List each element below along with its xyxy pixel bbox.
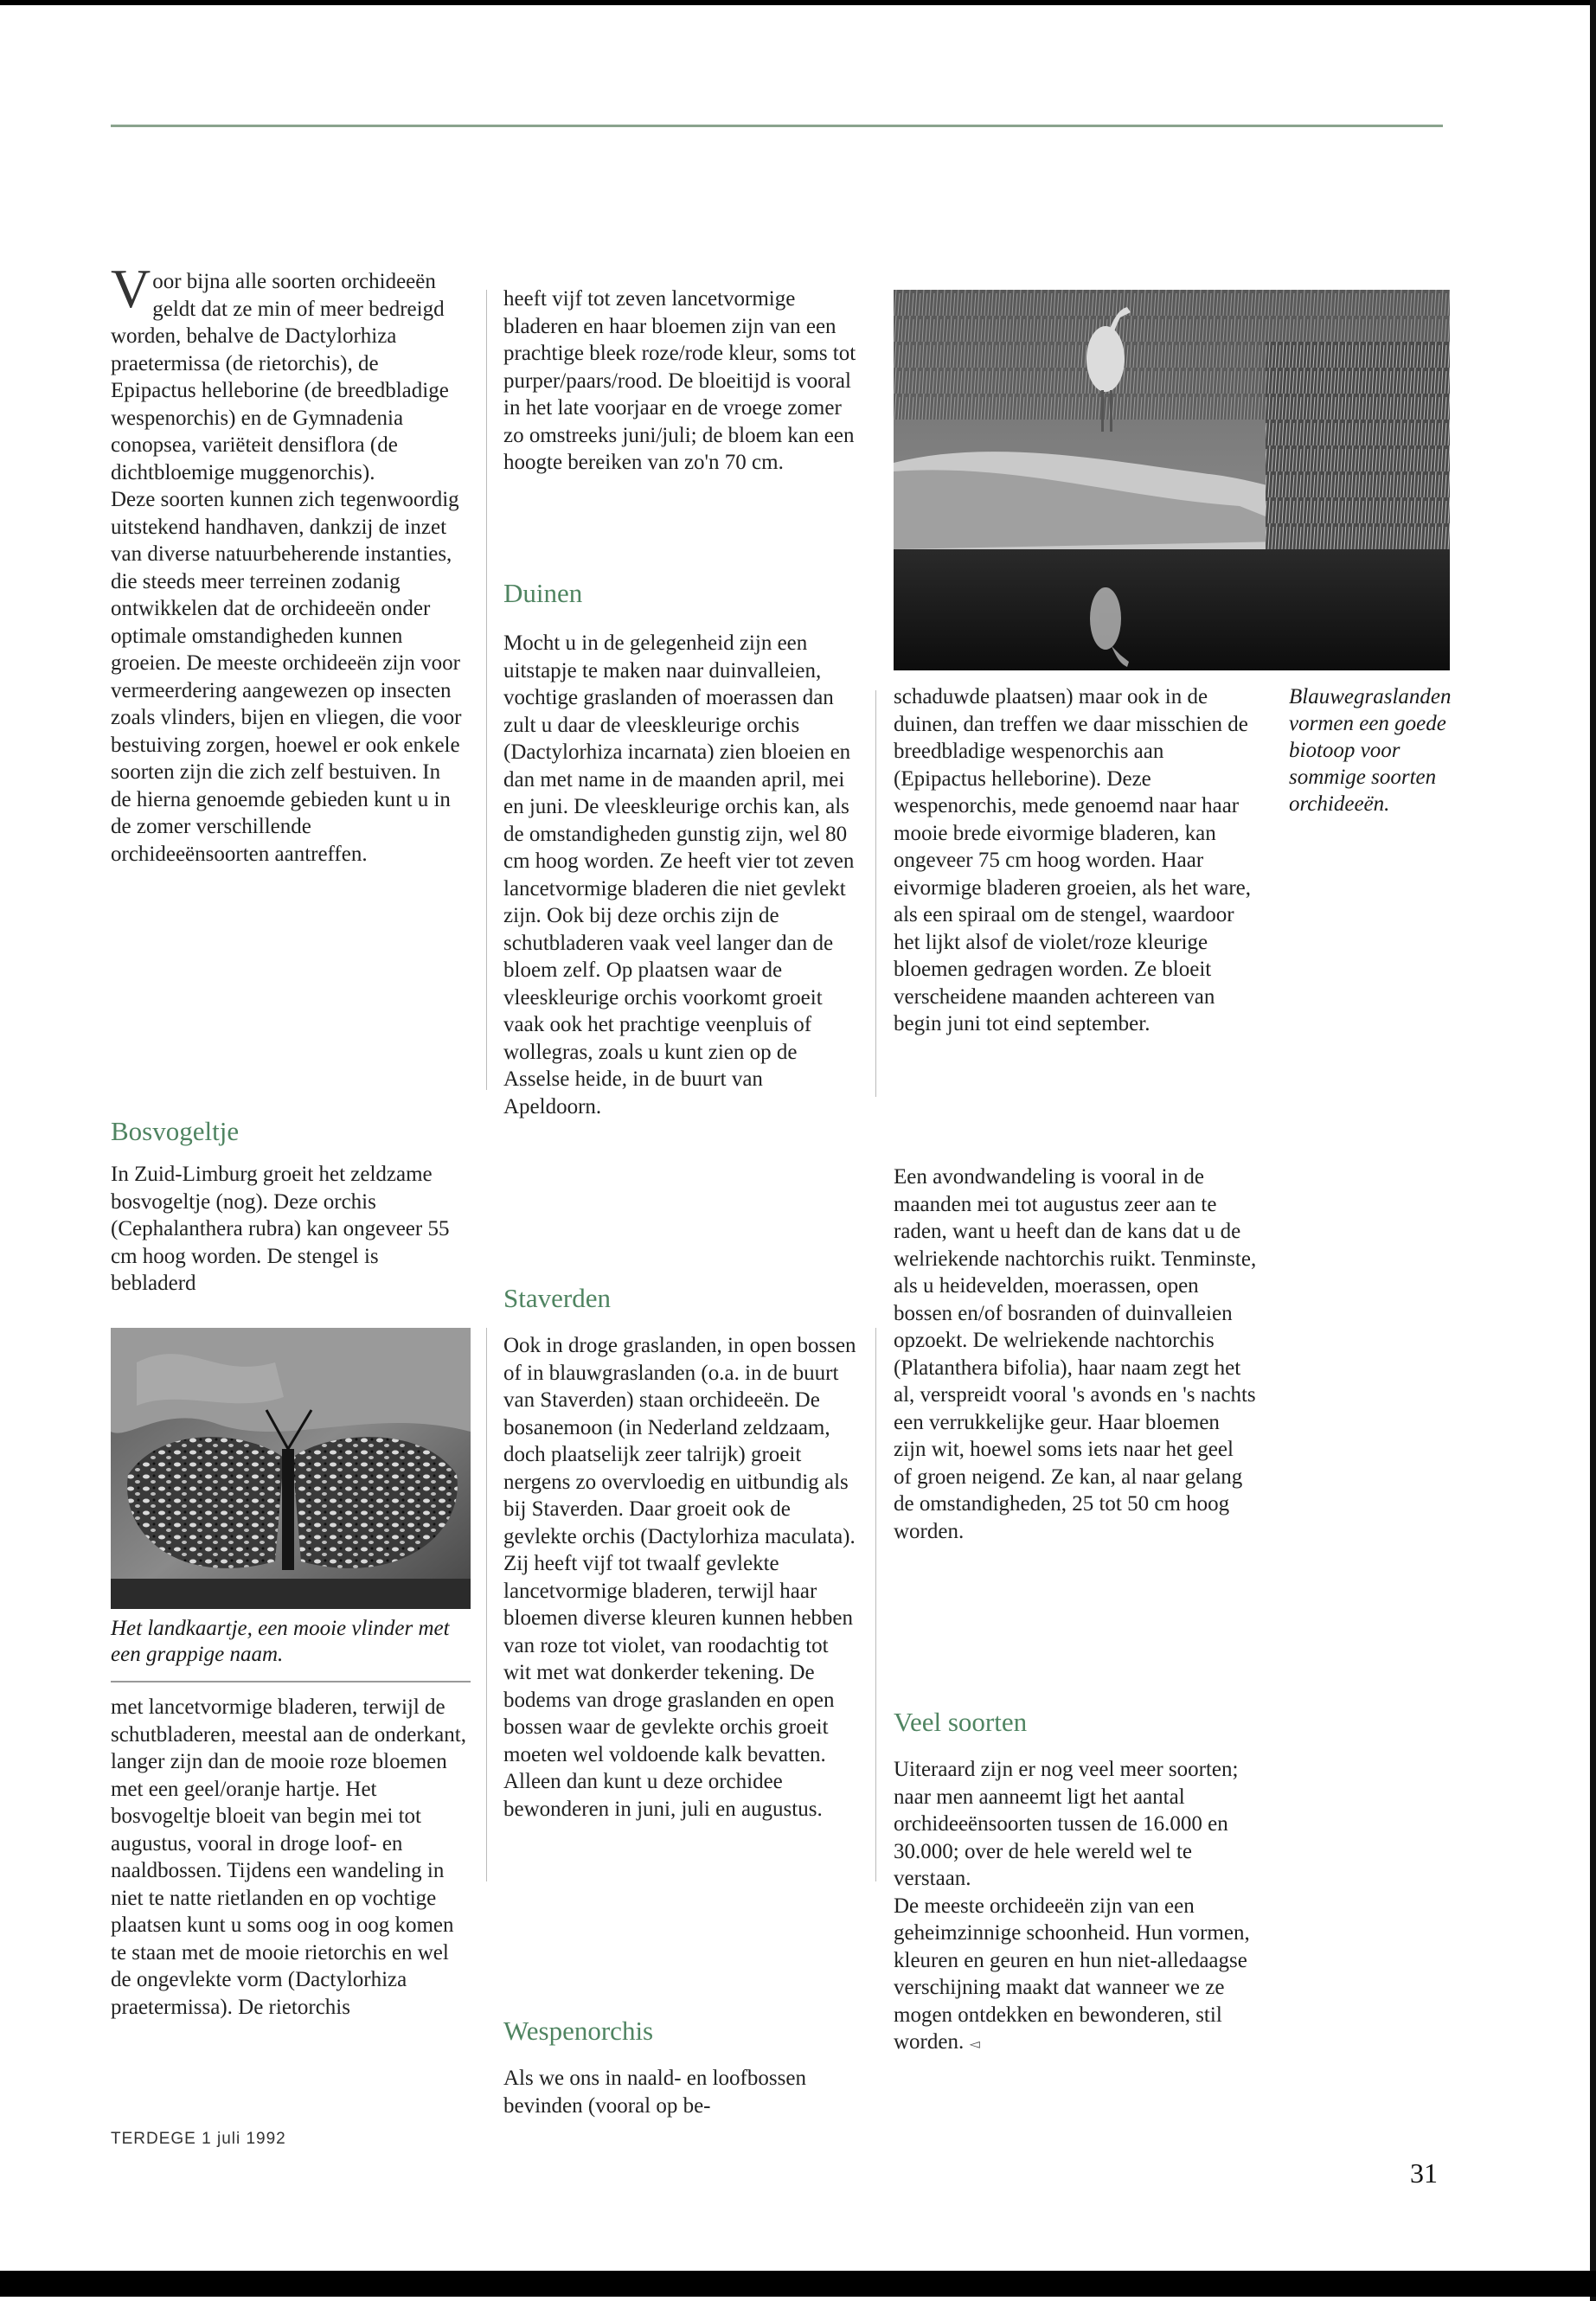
heron-photo [894,290,1450,670]
wespenorchis-paragraph-2: schaduwde plaatsen) maar ook in de duinen, dan treffen we daar misschien de breedbladige wespenorchis aan (Epipactus helleborine). Deze wespenorchis, mede genoemd naar haar mooie brede eivormige bladeren, kan ongeveer 75 cm hoog worden. Haar eivormige bladeren groeien, als het ware, als een spiraal om de stengel, waardoor het lijkt alsof de violet/roze kleurige bloemen gedragen worden. Ze bloeit verscheidene maanden achtereen van begin juni tot eind september. [894,685,1252,1035]
end-mark-icon: ◅ [969,2037,980,2052]
intro-block [111,258,465,868]
column-divider [875,690,876,1097]
column-divider [486,290,487,1090]
column-divider [486,1328,487,1881]
duinen-text [503,630,858,1120]
avondwandeling-text [894,1163,1257,1545]
heron-caption: Blauwegraslanden vormen een goede biotoop voor sommige soorten orchideeën. [1289,685,1452,816]
bosvogeltje-paragraph-2: met lancetvormige bladeren, terwijl de schutbladeren, meestal aan de onderkant, langer zijn dan de mooie roze bloemen met een geel/oranje hartje. Het bosvogeltje bloeit van begin mei tot augustus, vooral in droge loof- en naaldbossen. Tijdens een wandeling in niet te natte rietlanden en op vochtige plaatsen kunt u soms oog in oog komen te staan met de mooie rietorchis en wel de ongevlekte vorm (Dactylorhiza praetermissa). De rietorchis [111,1695,466,2019]
veel-soorten-paragraph-2: De meeste orchideeën zijn van een geheimzinnige schoonheid. Hun vormen, kleuren en geuren en hun niet-alledaagse verschijning maakt dat wanneer we ze mogen ontdekken en bewonderen, stil worden. [894,1894,1250,2054]
section-heading-duinen: Duinen [503,578,583,608]
bottom-border [0,2271,1596,2297]
wespenorchis-text-continued [894,683,1257,1038]
rietorchis-paragraph: heeft vijf tot zeven lancetvormige bladeren en haar bloemen zijn van een prachtige bleek roze/rode kleur, soms tot purper/paars/rood. De bloeitijd is vooral in het late voorjaar en de vroege zomer zo omstreeks juni/juli; de bloem kan een hoogte bereiken van zo'n 70 cm. [503,287,856,474]
avondwandeling-paragraph: Een avondwandeling is vooral in de maanden mei tot augustus zeer aan te raden, want u heeft dan de kans dat u de welriekende nachtorchis ruikt. Tenminste, als u heidevelden, moerassen, open bossen en/of bosranden of duinvalleien opzoekt. De welriekende nachtorchis (Platanthera bifolia), haar naam zegt het al, verspreidt vooral 's avonds en 's nachts een verrukkelijke geur. Haar bloemen zijn wit, hoewel soms iets naar het geel of groen neigend. Ze kan, al naar gelang de omstandigheden, 25 tot 50 cm hoog worden. [894,1165,1257,1543]
caption-rule [111,1681,471,1682]
veel-soorten-paragraph: Uiteraard zijn er nog veel meer soorten; naar men aanneemt ligt het aantal orchideeënsoorten tussen de 16.000 en 30.000; over de hele wereld wel te verstaan. [894,1758,1239,1890]
top-border [0,0,1596,5]
bosvogeltje-paragraph: In Zuid-Limburg groeit het zeldzame bosvogeltje (nog). Deze orchis (Cephalanthera rubra) kan ongeveer 55 cm hoog worden. De stengel is bebladerd [111,1163,450,1295]
intro-paragraph: oor bijna alle soorten orchideeën geldt dat ze min of meer bedreigd worden, behalve de Dactylorhiza praetermissa (de rietorchis), de Epipactus helleborine (de breedbladige wespenorchis) en de Gymnadenia conopsea, variëteit densiflora (de dichtbloemige muggenorchis). [111,270,449,484]
butterfly-image [111,1328,471,1609]
page-number: 31 [1410,2157,1438,2189]
wespenorchis-paragraph: Als we ons in naald- en loofbossen bevinden (vooral op be- [503,2067,806,2118]
intro-paragraph-2: Deze soorten kunnen zich tegenwoordig uitstekend handhaven, dankzij de inzet van diverse natuurbeherende instanties, die steeds meer terreinen zodanig ontwikkelen dat de orchideeën onder optimale omstandigheden kunnen groeien. De meeste orchideeën zijn voor vermeerdering aangewezen op insecten zoals vlinders, bijen en vliegen, die voor bestuiving zorgen, hoewel er ook enkele soorten zijn die zich zelf bestuiven. In de hierna genoemde gebieden kunt u in de zomer verschillende orchideeënsoorten aantreffen. [111,488,462,866]
heron-image [894,290,1450,670]
section-heading-veel-soorten: Veel soorten [894,1707,1028,1737]
magazine-footer: TERDEGE 1 juli 1992 [111,2130,286,2148]
drop-cap: V [111,258,151,319]
section-heading-bosvogeltje: Bosvogeltje [111,1116,240,1146]
right-border [1590,0,1596,2301]
staverden-paragraph: Ook in droge graslanden, in open bossen of in blauwgraslanden (o.a. in de buurt van Staverden) staan orchideeën. De bosanemoon (in Nederland zeldzaam, doch plaatselijk zeer talrijk) groeit nergens zo overvloedig en uitbundig als bij Staverden. Daar groeit ook de gevlekte orchis (Dactylorhiza maculata). Zij heeft vijf tot twaalf gevlekte lancetvormige bladeren, terwijl haar bloemen diverse kleuren kunnen hebben van roze tot violet, van roodachtig tot wit met wat donkerder tekening. De bodems van droge graslanden en open bossen waar de gevlekte orchis groeit moeten wel voldoende kalk bevatten. Alleen dan kunt u deze orchidee bewonderen in juni, juli en augustus. [503,1334,856,1821]
section-heading-staverden: Staverden [503,1283,611,1313]
duinen-paragraph: Mocht u in de gelegenheid zijn een uitstapje te maken naar duinvalleien, vochtige graslanden of moerassen dan zult u daar de vleeskleurige orchis (Dactylorhiza incarnata) zien bloeien en dan met name in de maanden april, mei en juni. De vleeskleurige orchis kan, als de omstandigheden gunstig zijn, wel 80 cm hoog worden. Ze heeft vier tot zeven lancetvormige bladeren die niet gevlekt zijn. Ook bij deze orchis zijn de schutbladeren vaak veel langer dan de bloem zelf. Op plaatsen waar de vleeskleurige orchis voorkomt groeit vaak ook het prachtige veenpluis of wollegras, zoals u kunt zien op de Asselse heide, in de buurt van Apeldoorn. [503,631,855,1118]
butterfly-caption: Het landkaartje, een mooie vlinder met een grappige naam. [111,1617,450,1666]
column-divider [875,1328,876,1881]
veel-soorten-text [894,1756,1257,2059]
bosvogeltje-text [111,1161,465,1298]
col2-top-text [503,285,856,477]
section-heading-wespenorchis: Wespenorchis [503,2016,654,2046]
bosvogeltje-text-continued [111,1694,470,2021]
wespenorchis-text [503,2065,858,2119]
header-rule [111,125,1443,127]
staverden-text [503,1332,858,1823]
butterfly-photo [111,1328,471,1609]
